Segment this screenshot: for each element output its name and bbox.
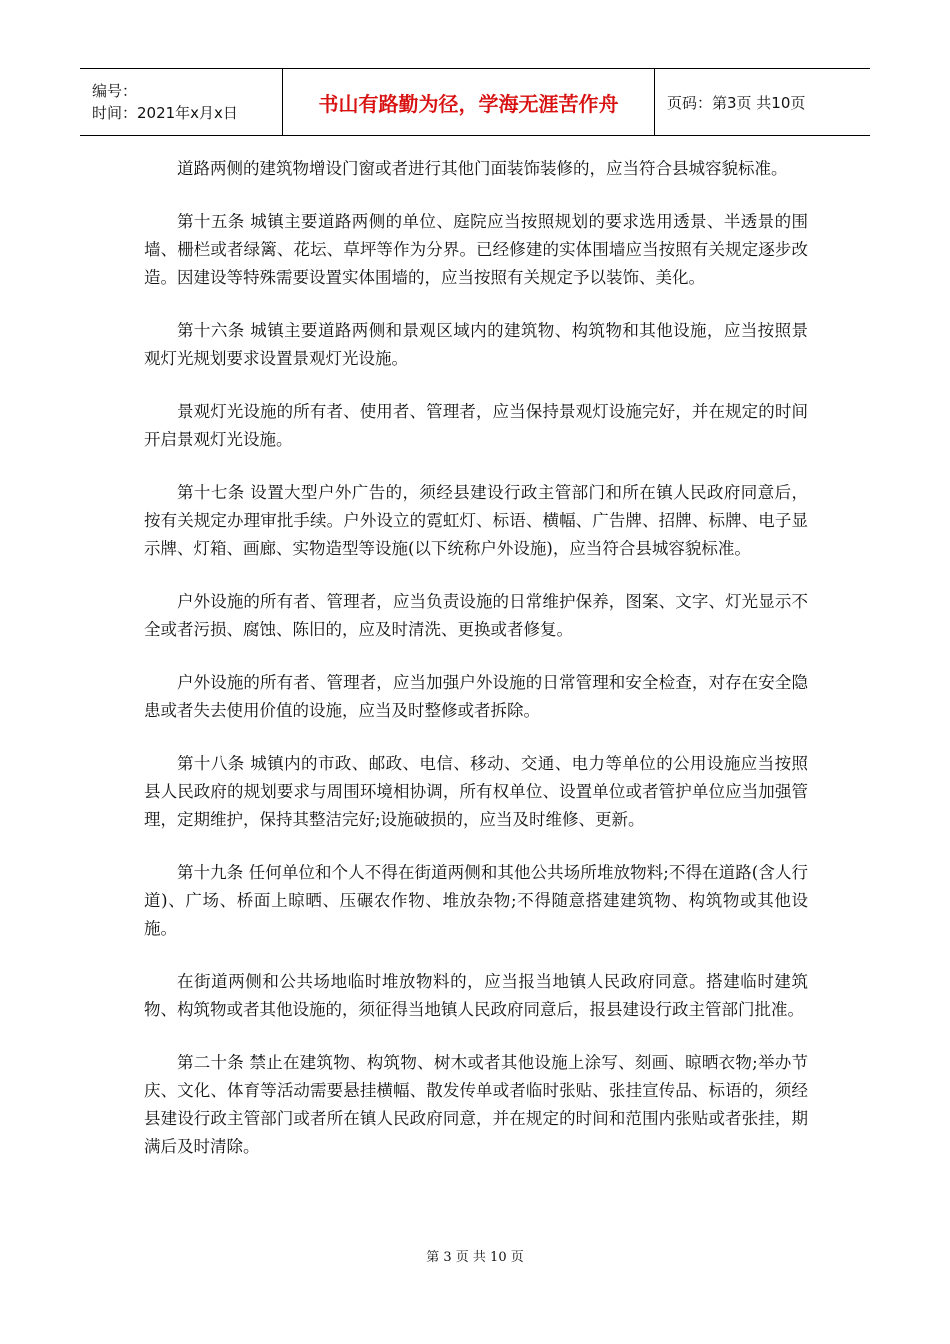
time-label: 时间：2021年x月x日 (92, 104, 238, 122)
page-info-text: 页码：第3页 共10页 (667, 93, 806, 112)
paragraph: 户外设施的所有者、管理者，应当加强户外设施的日常管理和安全检查，对存在安全隐患或者失去使用价值的设施，应当及时整修或者拆除。 (144, 673, 808, 720)
paragraph-article-16: 第十六条 城镇主要道路两侧和景观区域内的建筑物、构筑物和其他设施，应当按照景观灯光规划要求设置景观灯光设施。 (144, 321, 808, 368)
paragraph-article-18: 第十八条 城镇内的市政、邮政、电信、移动、交通、电力等单位的公用设施应当按照县人民政府的规划要求与周围环境相协调，所有权单位、设置单位或者管护单位应当加强管理，定期维护，保持其整洁完好;设施破损的，应当及时维修、更新。 (144, 754, 808, 829)
header-motto (283, 69, 655, 135)
paragraph-article-19: 第十九条 任何单位和个人不得在街道两侧和其他公共场所堆放物料;不得在道路(含人行道)、广场、桥面上晾晒、压碾农作物、堆放杂物;不得随意搭建建筑物、构筑物或其他设施。 (144, 863, 808, 938)
footer-page-number: 第 3 页 共 10 页 (426, 1250, 524, 1265)
paragraph: 道路两侧的建筑物增设门窗或者进行其他门面装饰装修的，应当符合县城容貌标准。 (177, 159, 788, 178)
paragraph: 在街道两侧和公共场地临时堆放物料的，应当报当地镇人民政府同意。搭建临时建筑物、构筑物或者其他设施的，须征得当地镇人民政府同意后，报县建设行政主管部门批准。 (144, 972, 808, 1019)
page-footer (0, 1246, 950, 1265)
page-header (80, 68, 870, 136)
serial-label: 编号： (92, 82, 138, 100)
document-body (144, 155, 808, 1186)
paragraph-article-20: 第二十条 禁止在建筑物、构筑物、树木或者其他设施上涂写、刻画、晾晒衣物;举办节庆、文化、体育等活动需要悬挂横幅、散发传单或者临时张贴、张挂宣传品、标语的，须经县建设行政主管部门或者所在镇人民政府同意，并在规定的时间和范围内张贴或者张挂，期满后及时清除。 (144, 1053, 808, 1156)
paragraph: 景观灯光设施的所有者、使用者、管理者，应当保持景观灯设施完好，并在规定的时间开启景观灯光设施。 (144, 402, 808, 449)
paragraph: 户外设施的所有者、管理者，应当负责设施的日常维护保养，图案、文字、灯光显示不全或者污损、腐蚀、陈旧的，应及时清洗、更换或者修复。 (144, 592, 808, 639)
header-meta (80, 69, 283, 135)
paragraph-article-15: 第十五条 城镇主要道路两侧的单位、庭院应当按照规划的要求选用透景、半透景的围墙、栅栏或者绿篱、花坛、草坪等作为分界。已经修建的实体围墙应当按照有关规定逐步改造。因建设等特殊需要设置实体围墙的，应当按照有关规定予以装饰、美化。 (144, 212, 808, 287)
paragraph-article-17: 第十七条 设置大型户外广告的，须经县建设行政主管部门和所在镇人民政府同意后，按有关规定办理审批手续。户外设立的霓虹灯、标语、横幅、广告牌、招牌、标牌、电子显示牌、灯箱、画廊、实物造型等设施(以下统称户外设施)，应当符合县城容貌标准。 (144, 483, 808, 558)
motto-text: 书山有路勤为径，学海无涯苦作舟 (318, 91, 619, 116)
header-page-info (655, 69, 870, 135)
